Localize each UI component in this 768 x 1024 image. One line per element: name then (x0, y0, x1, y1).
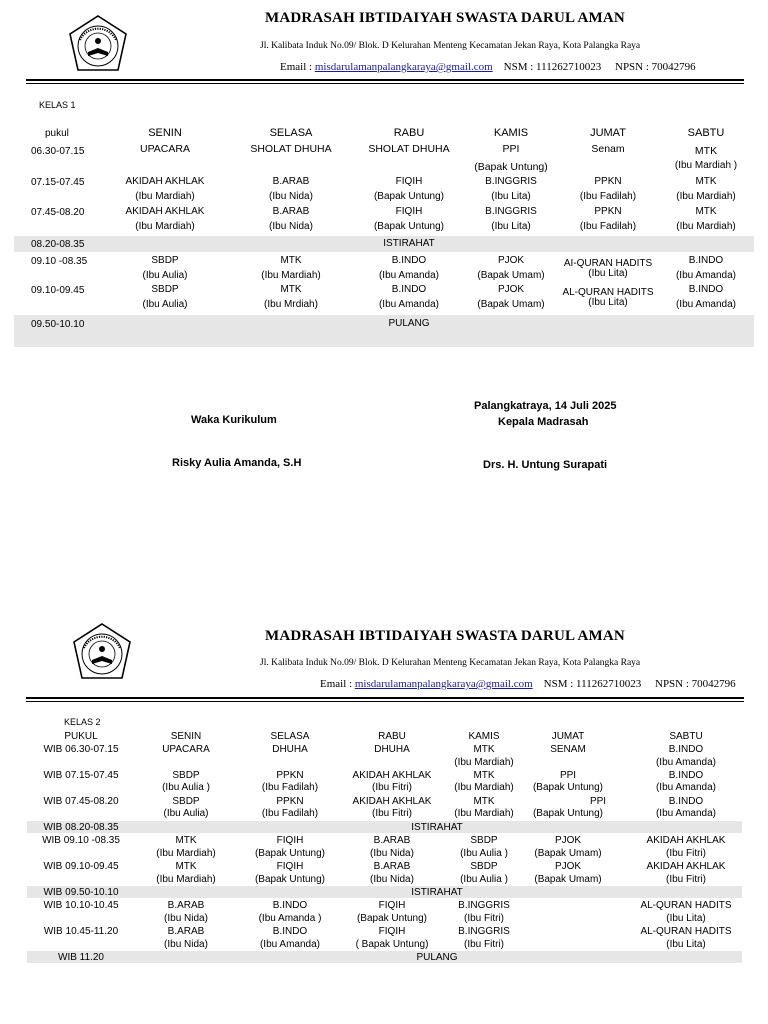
subject-cell: AKIDAH AKHLAK (646, 861, 726, 872)
signature-right-name: Drs. H. Untung Surapati (483, 459, 608, 471)
subject-cell: (Ibu Fadilah) (579, 191, 637, 202)
time-cell: WIB 10.10-10.45 (43, 900, 119, 911)
subject-cell: FIQIH (395, 206, 423, 217)
subject-cell: (Bapak Umam) (534, 848, 602, 859)
subject-cell: SENAM (550, 744, 586, 755)
subject-cell: B.ARAB (272, 176, 310, 187)
subject-cell: (Ibu Fadilah) (261, 782, 319, 793)
time-cell: WIB 10.45-11.20 (43, 926, 119, 937)
subject-cell: FIQIH (276, 835, 304, 846)
header-day: JUMAT (590, 127, 626, 139)
time-cell: 07.45-08.20 (31, 207, 85, 218)
subject-cell: (Ibu Amanda ) (258, 913, 322, 924)
subject-cell: MTK (694, 145, 718, 157)
subject-cell: (Bapak Untung) (254, 874, 326, 885)
subject-cell: (Ibu Amanda) (655, 808, 717, 819)
subject-cell: PPKN (276, 770, 304, 781)
subject-cell: SBDP (151, 255, 179, 266)
subject-cell: (Ibu Aulia ) (460, 848, 508, 859)
subject-cell: PPKN (276, 796, 304, 807)
subject-cell: (Bapak Umam) (477, 270, 545, 281)
subject-cell: (Ibu Lita) (491, 191, 531, 202)
header-day: SENIN (148, 127, 182, 139)
header-day: KAMIS (468, 731, 500, 742)
time-cell: WIB 11.20 (58, 952, 104, 963)
email-link[interactable]: misdarulamanpalangkaraya@gmail.com (314, 61, 493, 73)
subject-cell: B.INGGRIS (458, 926, 510, 937)
subject-cell: MTK (473, 796, 495, 807)
subject-cell: (Bapak Umam) (534, 874, 602, 885)
subject-cell: (Ibu Fitri) (372, 808, 412, 819)
subject-cell: (Bapak Untung) (532, 808, 604, 819)
subject-cell: AKIDAH AKHLAK (646, 835, 726, 846)
subject-cell: (Ibu Nida) (164, 939, 208, 950)
class-label-2: KELAS 2 (64, 717, 101, 727)
subject-cell: (Ibu Mardiah) (454, 808, 514, 819)
subject-cell: SBDP (470, 835, 498, 846)
subject-cell: (Bapak Untung) (532, 782, 604, 793)
subject-cell: AL-QURAN HADITS (562, 287, 654, 298)
subject-cell: B.INDO (668, 744, 704, 755)
subject-cell: FIQIH (378, 900, 406, 911)
subject-cell: B.INDO (668, 770, 704, 781)
header-pukul: PUKUL (64, 731, 98, 742)
subject-cell: (Bapak Umam) (477, 299, 545, 310)
subject-cell: AL-QURAN HADITS (640, 900, 732, 911)
subject-cell: B.INDO (688, 284, 724, 295)
subject-cell: PPKN (594, 206, 622, 217)
subject-cell: (Ibu Amanda) (675, 270, 737, 281)
time-cell: 08.20-08.35 (31, 239, 85, 250)
subject-cell: (Ibu Nida) (370, 874, 414, 885)
signature-left-name: Risky Aulia Amanda, S.H (172, 457, 302, 469)
subject-cell: PJOK (497, 255, 525, 266)
subject-cell: (Ibu Lita) (666, 913, 706, 924)
email-label: Email : (280, 61, 313, 73)
subject-cell: B.INDO (391, 284, 427, 295)
subject-cell: B.INDO (668, 796, 704, 807)
subject-cell: AKIDAH AKHLAK (352, 796, 432, 807)
time-cell: WIB 09.10-09.45 (43, 861, 119, 872)
subject-cell: (Ibu Mardiah) (135, 221, 195, 232)
subject-cell: (Bapak Untung) (254, 848, 326, 859)
subject-cell: SHOLAT DHUHA (250, 143, 332, 155)
subject-cell: UPACARA (162, 744, 210, 755)
subject-cell: (Ibu Amanda) (378, 270, 440, 281)
subject-cell: DHUHA (374, 744, 410, 755)
subject-cell: B.ARAB (373, 835, 411, 846)
school-name: MADRASAH IBTIDAIYAH SWASTA DARUL AMAN (265, 10, 625, 26)
subject-cell: B.ARAB (167, 900, 205, 911)
break-label: ISTIRAHAT (411, 887, 463, 898)
header-day: SELASA (269, 127, 313, 139)
subject-cell: PPI (502, 143, 520, 155)
subject-cell: MTK (280, 284, 302, 295)
subject-cell: (Ibu Amanda) (655, 782, 717, 793)
time-cell: WIB 09.50-10.10 (43, 887, 119, 898)
subject-cell: PPKN (594, 176, 622, 187)
subject-cell: B.ARAB (373, 861, 411, 872)
subject-cell: (Ibu Mardiah ) (674, 160, 738, 171)
subject-cell: Senam (591, 143, 625, 155)
class-label: KELAS 1 (39, 100, 76, 110)
subject-cell: FIQIH (276, 861, 304, 872)
subject-cell: (Bapak Untung) (373, 191, 445, 202)
subject-cell: ISTIRAHAT (383, 238, 435, 249)
subject-cell: (Ibu Aulia ) (460, 874, 508, 885)
subject-cell: (Ibu Amanda) (378, 299, 440, 310)
subject-cell: (Ibu Nida) (370, 848, 414, 859)
time-cell: WIB 09.10 -08.35 (42, 835, 120, 846)
time-cell: WIB 07.15-07.45 (43, 770, 119, 781)
subject-cell: (Ibu Mrdiah) (264, 299, 318, 310)
subject-cell: B.INGGRIS (458, 900, 510, 911)
subject-cell: SBDP (151, 284, 179, 295)
subject-cell: ( Bapak Untung) (355, 939, 429, 950)
time-cell: 09.10 -08.35 (31, 256, 88, 267)
header-day: SENIN (170, 731, 202, 742)
subject-cell: (Ibu Fitri) (464, 939, 504, 950)
header-day: SABTU (669, 731, 703, 742)
subject-cell: (Ibu Amanda) (655, 757, 717, 768)
subject-cell: B.ARAB (167, 926, 205, 937)
subject-cell: AKIDAH AKHLAK (125, 206, 205, 217)
school-address-2: Jl. Kalibata Induk No.09/ Blok. D Kelurahan Menteng Kecamatan Jekan Raya, Kota Palangka Raya (260, 658, 641, 668)
subject-cell: PPI (559, 770, 577, 781)
time-cell: WIB 08.20-08.35 (43, 822, 119, 833)
subject-cell: PJOK (497, 284, 525, 295)
subject-cell: (Ibu Fitri) (666, 848, 706, 859)
subject-cell: (Ibu Mardiah) (156, 874, 216, 885)
subject-cell: FIQIH (395, 176, 423, 187)
npsn-number-2: NPSN : 70042796 (655, 678, 736, 690)
subject-cell: MTK (695, 176, 717, 187)
subject-cell: FIQIH (378, 926, 406, 937)
subject-cell: PJOK (554, 861, 582, 872)
subject-cell: AL-QURAN HADITS (640, 926, 732, 937)
subject-cell: (Ibu Aulia ) (162, 782, 210, 793)
signature-left-title: Waka Kurikulum (191, 414, 277, 426)
subject-cell: (Ibu Fadilah) (261, 808, 319, 819)
subject-cell: B.INDO (688, 255, 724, 266)
subject-cell: B.INGGRIS (485, 176, 537, 187)
signature-date: Palangkatraya, 14 Juli 2025 (474, 400, 617, 412)
subject-cell: AI-QURAN HADITS (563, 258, 653, 269)
time-cell: WIB 06.30-07.15 (43, 744, 119, 755)
time-cell: 09.50-10.10 (31, 319, 85, 330)
signature-right-title: Kepala Madrasah (498, 416, 589, 428)
subject-cell: (Ibu Mardiah) (676, 221, 736, 232)
header-day: JUMAT (551, 731, 585, 742)
subject-cell: (Ibu Lita) (491, 221, 531, 232)
subject-cell: (Ibu Lita) (666, 939, 706, 950)
subject-cell: DHUHA (272, 744, 308, 755)
subject-cell: (Ibu Mardiah) (454, 757, 514, 768)
subject-cell: (Bapak Untung) (474, 161, 548, 173)
time-cell: 06.30-07.15 (31, 146, 85, 157)
subject-cell: MTK (473, 770, 495, 781)
subject-cell: SBDP (470, 861, 498, 872)
subject-cell: B.INGGRIS (485, 206, 537, 217)
subject-cell: AKIDAH AKHLAK (352, 770, 432, 781)
header-day: RABU (378, 731, 406, 742)
email-link-2[interactable]: misdarulamanpalangkaraya@gmail.com (354, 678, 533, 690)
subject-cell: (Ibu Mardiah) (676, 191, 736, 202)
time-cell: WIB 07.45-08.20 (43, 796, 119, 807)
subject-cell: (Bapak Untung) (373, 221, 445, 232)
subject-cell: (Ibu Aulia) (142, 299, 188, 310)
subject-cell: PPI (589, 796, 607, 807)
subject-cell: SBDP (172, 796, 200, 807)
break-label: ISTIRAHAT (411, 822, 463, 833)
subject-cell: B.INDO (272, 926, 308, 937)
subject-cell: PJOK (554, 835, 582, 846)
subject-cell: B.INDO (391, 255, 427, 266)
subject-cell: MTK (175, 861, 197, 872)
subject-cell: MTK (175, 835, 197, 846)
break-label: PULANG (416, 952, 458, 963)
subject-cell: MTK (280, 255, 302, 266)
subject-cell: (Ibu Amanda) (259, 939, 321, 950)
subject-cell: (Ibu Lita) (588, 297, 628, 308)
header-day: SELASA (270, 731, 310, 742)
npsn-number: NPSN : 70042796 (615, 61, 696, 73)
subject-cell: (Ibu Fadilah) (579, 221, 637, 232)
subject-cell: (Bapak Untung) (356, 913, 428, 924)
subject-cell: B.ARAB (272, 206, 310, 217)
time-cell: 07.15-07.45 (31, 177, 85, 188)
subject-cell: (Ibu Mardiah) (135, 191, 195, 202)
subject-cell: (Ibu Aulia) (142, 270, 188, 281)
subject-cell: AKIDAH AKHLAK (125, 176, 205, 187)
subject-cell: (Ibu Aulia) (163, 808, 209, 819)
subject-cell: (Ibu Fitri) (464, 913, 504, 924)
subject-cell: (Ibu Fitri) (372, 782, 412, 793)
header-day: SABTU (687, 127, 725, 139)
subject-cell: (Ibu Fitri) (666, 874, 706, 885)
school-name-2: MADRASAH IBTIDAIYAH SWASTA DARUL AMAN (265, 628, 625, 644)
subject-cell: PULANG (388, 318, 430, 329)
subject-cell: SHOLAT DHUHA (368, 143, 450, 155)
subject-cell: (Ibu Mardiah) (156, 848, 216, 859)
subject-cell: B.INDO (272, 900, 308, 911)
nsm-number-2: NSM : 111262710023 (543, 678, 642, 690)
time-cell: 09.10-09.45 (31, 285, 85, 296)
subject-cell: (Ibu Nida) (269, 221, 313, 232)
subject-cell: UPACARA (140, 143, 190, 155)
header-day: RABU (393, 127, 425, 139)
email-label: Email : (320, 678, 353, 690)
subject-cell: MTK (695, 206, 717, 217)
subject-cell: (Ibu Amanda) (675, 299, 737, 310)
subject-cell: (Ibu Nida) (164, 913, 208, 924)
subject-cell: (Ibu Mardiah) (261, 270, 321, 281)
nsm-number: NSM : 111262710023 (503, 61, 602, 73)
header-pukul: pukul (45, 128, 69, 139)
subject-cell: MTK (473, 744, 495, 755)
subject-cell: SBDP (172, 770, 200, 781)
header-day: KAMIS (493, 127, 529, 139)
school-address: Jl. Kalibata Induk No.09/ Blok. D Kelurahan Menteng Kecamatan Jekan Raya, Kota Palangka Raya (260, 41, 641, 51)
subject-cell: (Ibu Nida) (269, 191, 313, 202)
subject-cell: (Ibu Lita) (588, 268, 628, 279)
subject-cell: (Ibu Mardiah) (454, 782, 514, 793)
